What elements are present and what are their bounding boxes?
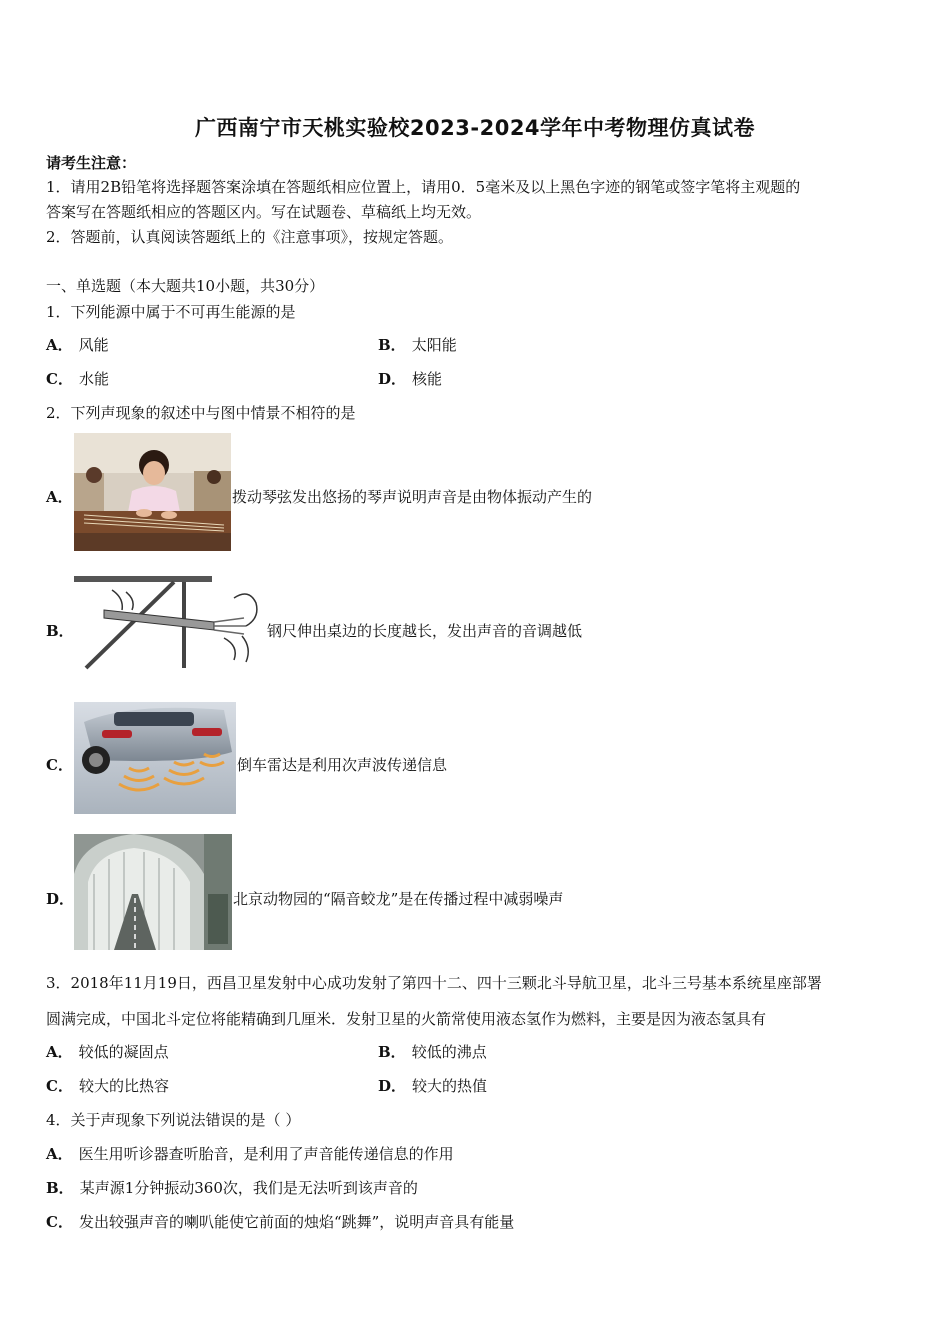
question-4-stem: 4．关于声现象下列说法错误的是（ ） — [46, 1111, 301, 1129]
q2-option-d-label: D． — [46, 890, 75, 908]
option-label: D． — [378, 1077, 407, 1095]
q2-option-a-label: A． — [46, 488, 73, 506]
noise-barrier-tunnel-image — [74, 834, 232, 950]
question-3-stem-line-2: 圆满完成，中国北斗定位将能精确到几厘米．发射卫星的火箭常使用液态氢作为燃料，主要是因为液态氢具有 — [46, 1010, 767, 1028]
question-2-stem: 2．下列声现象的叙述中与图中情景不相符的是 — [46, 404, 356, 422]
q4-option-a[interactable] — [46, 1144, 454, 1164]
q3-option-b[interactable] — [378, 1042, 487, 1062]
q2-option-c-label: C． — [46, 756, 73, 774]
q2-option-c-text[interactable]: 倒车雷达是利用次声波传递信息 — [237, 756, 448, 774]
q2-option-b-text[interactable]: 钢尺伸出桌边的长度越长，发出声音的音调越低 — [267, 622, 583, 640]
notice-line-2: 答案写在答题纸相应的答题区内。写在试题卷、草稿纸上均无效。 — [46, 203, 482, 221]
ruler-on-table-image — [74, 568, 266, 670]
q2-option-b-label: B． — [46, 622, 74, 640]
option-label: B． — [378, 336, 406, 354]
option-text: 较大的比热容 — [78, 1077, 169, 1095]
option-text: 风能 — [78, 336, 109, 354]
q1-option-d[interactable] — [378, 369, 442, 389]
option-label: D． — [378, 370, 407, 388]
guzheng-girl-image — [74, 433, 231, 551]
q2-option-d-text[interactable]: 北京动物园的“隔音蛟龙”是在传播过程中减弱噪声 — [233, 890, 564, 908]
page-title: 广西南宁市天桃实验校2023-2024学年中考物理仿真试卷 — [194, 116, 756, 140]
q3-option-a[interactable] — [46, 1042, 169, 1062]
option-text: 较低的凝固点 — [78, 1043, 169, 1061]
reversing-radar-car-image — [74, 702, 236, 814]
option-text: 医生用听诊器查听胎音，是利用了声音能传递信息的作用 — [78, 1145, 454, 1163]
option-text: 较大的热值 — [412, 1077, 488, 1095]
option-label: C． — [46, 370, 73, 388]
option-label: B． — [378, 1043, 406, 1061]
notice-heading: 请考生注意： — [46, 154, 137, 172]
option-label: A． — [46, 1145, 73, 1163]
option-label: A． — [46, 1043, 73, 1061]
option-label: C． — [46, 1213, 73, 1231]
notice-line-3: 2．答题前，认真阅读答题纸上的《注意事项》，按规定答题。 — [46, 228, 454, 246]
option-text: 水能 — [78, 370, 109, 388]
q1-option-b[interactable] — [378, 335, 457, 355]
option-text: 发出较强声音的喇叭能使它前面的烛焰“跳舞”，说明声音具有能量 — [78, 1213, 515, 1231]
q2-option-a-text[interactable]: 拨动琴弦发出悠扬的琴声说明声音是由物体振动产生的 — [232, 488, 593, 506]
option-label: B． — [46, 1179, 74, 1197]
q1-option-c[interactable] — [46, 369, 109, 389]
q4-option-b[interactable] — [46, 1178, 418, 1198]
option-text: 较低的沸点 — [411, 1043, 487, 1061]
option-text: 某声源1分钟振动360次，我们是无法听到该声音的 — [79, 1179, 418, 1197]
option-label: A． — [46, 336, 73, 354]
option-text: 核能 — [412, 370, 443, 388]
q3-option-d[interactable] — [378, 1076, 487, 1096]
option-text: 太阳能 — [411, 336, 457, 354]
question-1-stem: 1．下列能源中属于不可再生能源的是 — [46, 303, 296, 321]
q1-option-a[interactable] — [46, 335, 109, 355]
question-3-stem-line-1: 3．2018年11月19日，西昌卫星发射中心成功发射了第四十二、四十三颗北斗导航卫星，北斗三号基本系统星座部署 — [46, 974, 822, 992]
notice-line-1: 1．请用2B铅笔将选择题答案涂填在答题纸相应位置上，请用0．5毫米及以上黑色字迹的钢笔或签字笔将主观题的 — [46, 178, 801, 196]
section-heading: 一、单选题（本大题共10小题，共30分） — [46, 277, 325, 295]
q4-option-c[interactable] — [46, 1212, 514, 1232]
option-label: C． — [46, 1077, 73, 1095]
q3-option-c[interactable] — [46, 1076, 169, 1096]
